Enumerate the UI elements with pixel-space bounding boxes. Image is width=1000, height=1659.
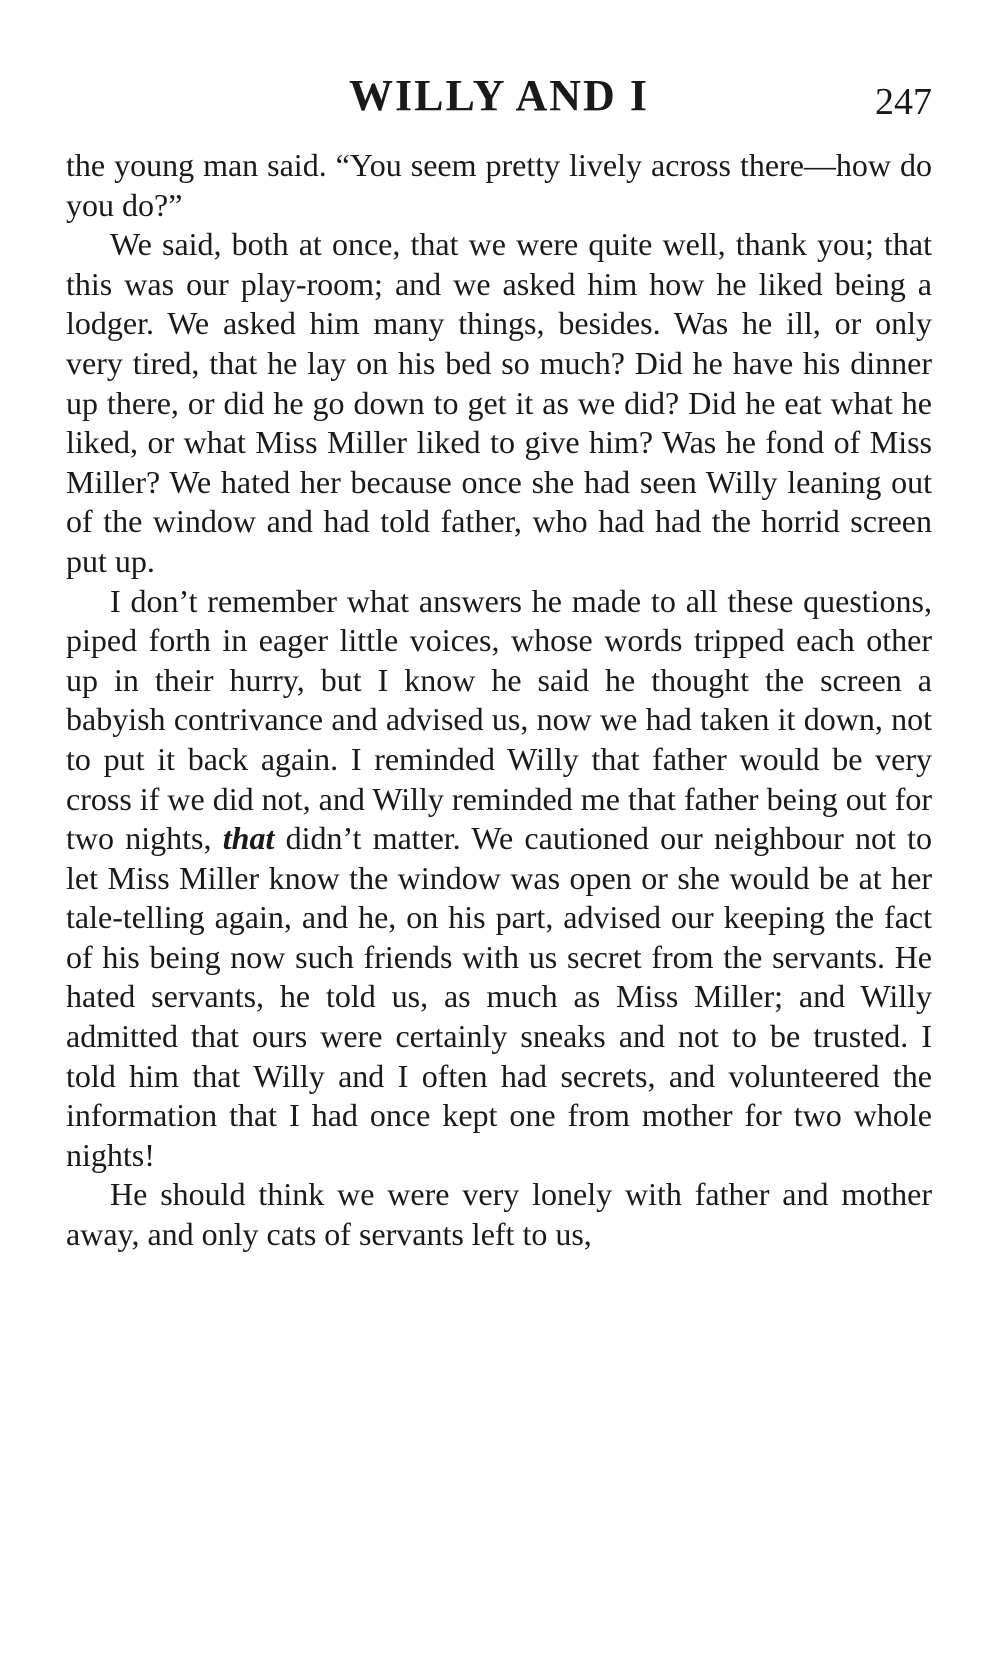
paragraph-3-part-2: didn’t matter. We cautioned our neighbour not to let Miss Miller know the window was open or she would be at her tale-telling again, and he, on his part, advised our keeping the fact of his being now such friends with us secret from the servants. He hated servants, he told us, as much as Miss Miller; and Willy admitted that ours were certainly sneaks and not to be trusted. I told him that Willy and I often had secrets, and volunteered the information that I had once kept one from mother for two whole nights! <box>66 820 933 1173</box>
paragraph-3 <box>66 582 932 1176</box>
page-number: 247 <box>875 81 932 123</box>
emphasized-word: that <box>222 820 275 857</box>
paragraph-4: He should think we were very lonely with father and mother away, and only cats of servants left to us, <box>66 1176 932 1253</box>
running-title: WILLY AND I <box>349 71 649 120</box>
paragraph-2: We said, both at once, that we were quite well, thank you; that this was our play-room; and we asked him how he liked being a lodger. We asked him many things, besides. Was he ill, or only very tired, that he lay on his bed so much? Did he have his dinner up there, or did he go down to get it as we did? Did he eat what he liked, or what Miss Miller liked to give him? Was he fond of Miss Miller? We hated her because once she had seen Willy leaning out of the window and had told father, who had had the horrid screen put up. <box>66 226 932 579</box>
running-header <box>66 66 932 126</box>
paragraph-3-part-1: I don’t remember what answers he made to all these questions, piped forth in eager little voices, whose words tripped each other up in their hurry, but I know he said he thought the screen a babyish contrivance and advised us, now we had taken it down, not to put it back again. I reminded Willy that father would be very cross if we did not, and Willy reminded me that father being out for two nights, <box>66 582 932 857</box>
paragraph-1: the young man said. “You seem pretty lively across there—how do you do?” <box>66 147 932 223</box>
body-text <box>66 146 932 1255</box>
